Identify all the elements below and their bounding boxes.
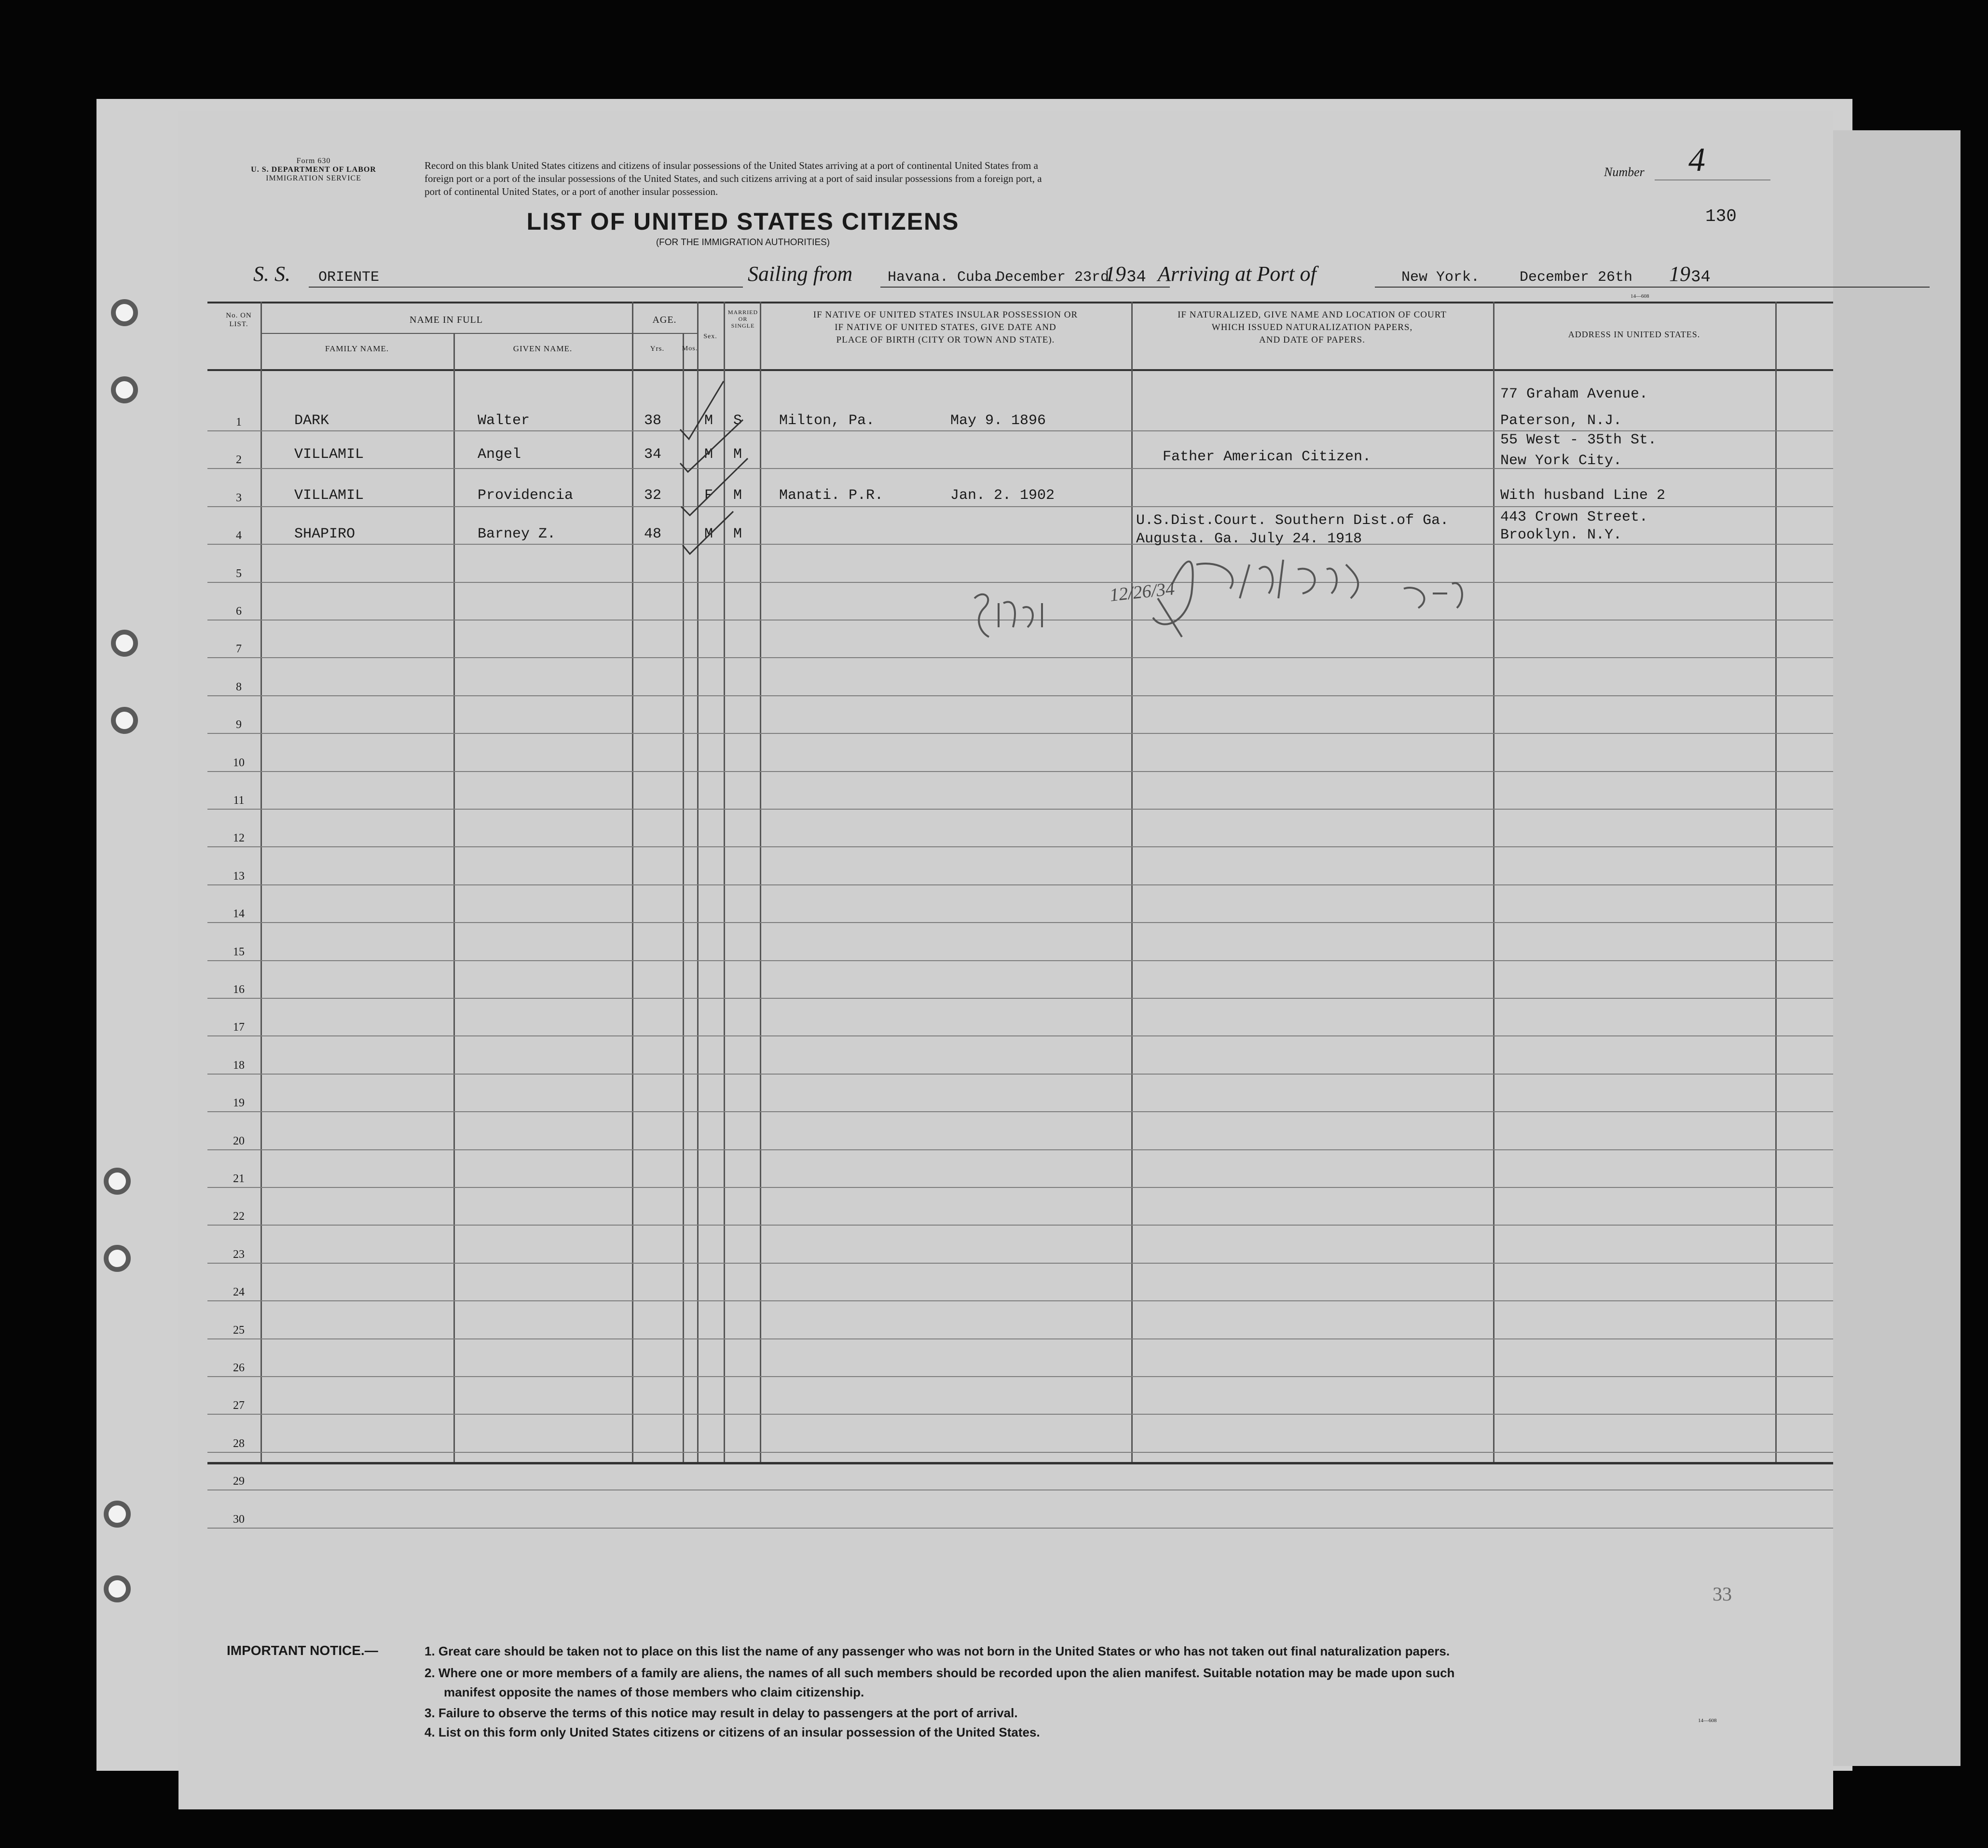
row2-yrs: 34 [644,446,662,463]
row-number: 26 [233,1362,245,1374]
row2-given: Angel [478,446,521,463]
sailing-year-prefix: 19 [1105,262,1126,286]
row-rule [207,1376,1833,1377]
row-number: 24 [233,1286,245,1299]
row-number: 11 [233,794,245,807]
row1-birth-place: Milton, Pa. [779,413,875,429]
notice-item-2: 2. Where one or more members of a family are aliens, the names of all such members should be recorded upon the alien manifest. Suitable notation may be made upon such [425,1666,1455,1680]
instruction-line: foreign port or a port of the insular possessions of the United States, and such citizens arriving at a port of said insular possessions from a foreign port, a [425,173,1042,184]
row-number: 19 [233,1097,245,1110]
row-rule [207,657,1833,658]
row4-marital: M [733,526,742,542]
row1-marital: S [733,413,742,429]
ss-label: S. S. [253,262,290,286]
sailing-label: Sailing from [748,262,853,286]
row1-birth-date: May 9. 1896 [950,413,1046,429]
row-number: 17 [233,1021,245,1034]
instructions [425,159,1737,198]
header-age: AGE. [652,315,677,325]
row-rule [207,430,1833,431]
row-number: 25 [233,1324,245,1337]
form-code-bottom: 14—608 [1698,1718,1717,1724]
punch-hole [104,1501,131,1528]
list-number: 4 [1688,141,1705,179]
row-number: 10 [233,756,245,769]
row-rule [207,1149,1833,1150]
row4-address-line1: 443 Crown Street. [1500,509,1648,525]
header-no-on-list: No. ON LIST. [226,312,252,328]
row-rule [207,1338,1833,1339]
header-address: ADDRESS IN UNITED STATES. [1568,330,1700,339]
inspector-signature [970,536,1597,656]
page-title: LIST OF UNITED STATES CITIZENS [526,208,960,235]
row-number: 14 [233,908,245,921]
number-label: Number [1604,165,1645,179]
row-number: 28 [233,1437,245,1450]
row3-marital: M [733,487,742,504]
punch-hole [111,707,138,734]
row-number: 15 [233,945,245,958]
notice-item-2-cont: manifest opposite the names of those members who claim citizenship. [444,1685,864,1699]
row-rule [207,998,1833,999]
row4-family: SHAPIRO [294,526,356,542]
row2-family: VILLAMIL [294,446,364,463]
row3-birth-place: Manati. P.R. [779,487,884,504]
header-natz-line: AND DATE OF PAPERS. [1259,335,1365,345]
header-married-single: MARRIED OR SINGLE [727,309,758,329]
underlying-sheet-right [1819,130,1961,1766]
row-number: 22 [233,1210,245,1223]
row-number: 2 [236,454,242,467]
bottom-page-number: 33 [1713,1583,1732,1605]
row2-address-line1: 55 West - 35th St. [1500,432,1657,448]
ship-name: ORIENTE [318,269,380,286]
row2-naturalization: Father American Citizen. [1163,449,1371,465]
row-rule [207,1111,1833,1112]
row-number: 5 [236,567,242,580]
header-natz-line: WHICH ISSUED NATURALIZATION PAPERS, [1211,322,1413,332]
row4-naturalization-court: U.S.Dist.Court. Southern Dist.of Ga. [1136,512,1449,529]
header-name-in-full: NAME IN FULL [410,315,483,325]
row3-sex: F [704,487,713,504]
row-number: 7 [236,643,242,656]
header-given-name: GIVEN NAME. [513,344,573,353]
signature-date: 12/26/34 [1109,579,1176,606]
row-rule [207,1414,1833,1415]
notice-item-1: 1. Great care should be taken not to place on this list the name of any passenger who was not born in the United States or who has not taken out final naturalization papers. [425,1644,1450,1658]
row4-yrs: 48 [644,526,662,542]
row3-yrs: 32 [644,487,662,504]
row-number: 23 [233,1248,245,1261]
department: U. S. DEPARTMENT OF LABOR [251,165,376,174]
notice-item-4: 4. List on this form only United States citizens or citizens of an insular possession of the United States. [425,1725,1040,1739]
row-number: 29 [233,1475,245,1488]
notice-item-3: 3. Failure to observe the terms of this notice may result in delay to passengers at the port of arrival. [425,1706,1018,1720]
arriving-label: Arriving at Port of [1158,262,1316,286]
row-rule [207,922,1833,923]
row-number: 27 [233,1399,245,1412]
row-rule [207,1263,1833,1264]
punch-hole [104,1168,131,1195]
row4-sex: M [704,526,713,542]
row2-marital: M [733,446,742,463]
row4-naturalization-date: Augusta. Ga. July 24. 1918 [1136,531,1362,547]
row4-address-line2: Brooklyn. N.Y. [1500,527,1622,543]
punch-hole [104,1245,131,1272]
row-rule [207,1035,1833,1036]
row-number: 16 [233,983,245,996]
row1-family: DARK [294,413,329,429]
row-rule [207,1225,1833,1226]
row-rule [207,1489,1833,1490]
row1-sex: M [704,413,713,429]
form-number: Form 630 [296,157,331,165]
row-number: 30 [233,1513,245,1526]
row-rule [207,884,1833,885]
punch-hole [111,630,138,657]
row3-address-line1: With husband Line 2 [1500,487,1666,504]
instruction-line: port of continental United States, or a port of another insular possession. [425,186,718,197]
row-number: 6 [236,605,242,618]
row-number: 13 [233,869,245,883]
page-number: 130 [1705,207,1737,226]
row-rule [207,771,1833,772]
notice-label: IMPORTANT NOTICE.— [227,1643,378,1658]
row-rule [207,695,1833,696]
service: IMMIGRATION SERVICE [266,174,361,182]
document-page [178,111,1833,1809]
header-mos: Mos. [682,345,698,352]
header-family-name: FAMILY NAME. [325,344,389,353]
header-sex: Sex. [703,333,717,340]
header-naturalization [1131,309,1493,346]
header-birth-line: PLACE OF BIRTH (CITY OR TOWN AND STATE). [836,335,1055,345]
page-subtitle: (FOR THE IMMIGRATION AUTHORITIES) [656,237,830,248]
arrival-date: December 26th [1520,269,1633,286]
row-rule [207,1300,1833,1301]
row-rule [207,1452,1833,1453]
row3-given: Providencia [478,487,574,504]
punch-hole [111,299,138,326]
row-number: 21 [233,1172,245,1185]
row-number: 4 [236,529,242,542]
row-number: 3 [236,491,242,504]
arrival-year-prefix: 19 [1669,262,1690,286]
row-rule [207,846,1833,847]
header-yrs: Yrs. [650,345,665,353]
header-birth-line: IF NATIVE OF UNITED STATES, GIVE DATE AND [835,322,1056,332]
header-birth-line: IF NATIVE OF UNITED STATES INSULAR POSSESSION OR [813,310,1078,320]
instruction-line: Record on this blank United States citizens and citizens of insular possessions of the United States arriving at a port of continental United States from a [425,160,1038,171]
sailing-year: 34 [1126,268,1146,287]
row-number: 18 [233,1059,245,1072]
arrival-year: 34 [1691,268,1711,287]
row-rule [207,1187,1833,1188]
row3-family: VILLAMIL [294,487,364,504]
row3-birth-date: Jan. 2. 1902 [950,487,1055,504]
punch-hole [104,1575,131,1602]
sailing-from: Havana. Cuba. [888,269,1001,286]
check-marks [671,362,767,565]
row-number: 20 [233,1134,245,1147]
punch-hole [111,376,138,403]
row-number: 1 [236,416,242,428]
header-birth [760,309,1131,346]
row-number: 12 [233,832,245,845]
row1-yrs: 38 [644,413,662,429]
row-rule [207,733,1833,734]
row1-address-line2: Paterson, N.J. [1500,413,1622,429]
row1-address-line1: 77 Graham Avenue. [1500,386,1648,402]
row-rule [207,1528,1833,1529]
header-natz-line: IF NATURALIZED, GIVE NAME AND LOCATION OF COURT [1178,310,1447,320]
row-rule [207,960,1833,961]
row-number: 9 [236,718,242,731]
row-rule [207,506,1833,507]
row-rule [207,1074,1833,1075]
row1-given: Walter [478,413,530,429]
row2-address-line2: New York City. [1500,453,1622,469]
row4-given: Barney Z. [478,526,556,542]
sailing-date: December 23rd [996,269,1110,286]
row2-sex: M [704,446,713,463]
arrival-port: New York. [1401,269,1480,286]
form-code-top: 14—608 [1631,293,1649,299]
row-rule [207,809,1833,810]
row-number: 8 [236,680,242,693]
